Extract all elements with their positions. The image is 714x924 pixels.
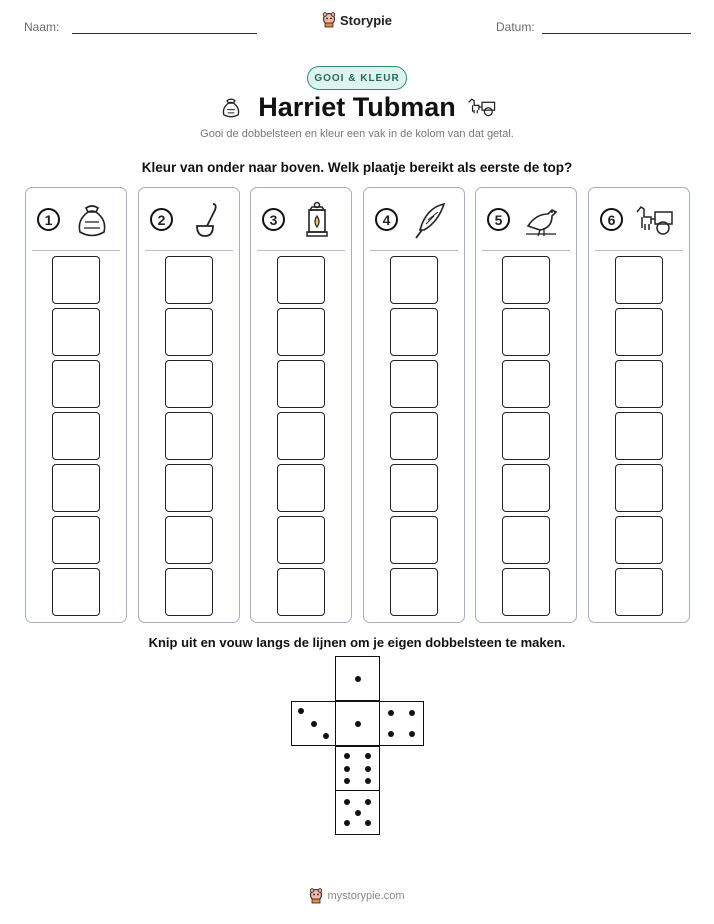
die-face-1 xyxy=(335,656,380,701)
pie-mascot-icon xyxy=(309,888,323,904)
die-face-6 xyxy=(335,746,380,791)
die-instruction: Knip uit en vouw langs de lijnen om je eigen dobbelsteen te maken. xyxy=(148,635,566,650)
die-face-3 xyxy=(291,701,336,746)
die-pip xyxy=(344,820,350,826)
die-pip xyxy=(323,733,329,739)
page-subtitle: Gooi de dobbelsteen en kleur een vak in de kolom van dat getal. xyxy=(200,128,514,140)
die-pip xyxy=(311,721,317,727)
activity-badge: GOOI & KLEUR xyxy=(307,66,407,90)
page-title: Harriet Tubman xyxy=(258,92,456,122)
brand-name: Storypie xyxy=(339,12,392,28)
column-number: 2 xyxy=(150,208,173,231)
die-pip xyxy=(365,799,371,805)
die-pip xyxy=(355,810,361,816)
column-number: 5 xyxy=(487,208,510,231)
coloring-instruction: Kleur van onder naar boven. Welk plaatje bereikt als eerste de top? xyxy=(141,160,573,175)
name-label: Naam: xyxy=(24,20,60,34)
die-pip xyxy=(344,753,350,759)
die-pip xyxy=(409,710,415,716)
die-face-1 xyxy=(335,701,380,746)
die-face-5 xyxy=(335,790,380,835)
die-pip xyxy=(298,708,304,714)
column-number: 1 xyxy=(37,208,60,231)
die-pip xyxy=(365,778,371,784)
die-pip xyxy=(344,766,350,772)
die-pip xyxy=(388,710,394,716)
column-number: 3 xyxy=(262,208,285,231)
die-pip xyxy=(365,753,371,759)
die-pip xyxy=(344,778,350,784)
die-face-4 xyxy=(379,701,424,746)
die-pip xyxy=(388,731,394,737)
die-pip xyxy=(355,721,361,727)
footer-url: mystorypie.com xyxy=(327,890,405,902)
die-pip xyxy=(365,820,371,826)
die-pip xyxy=(344,799,350,805)
column-number: 4 xyxy=(375,208,398,231)
die-pip xyxy=(365,766,371,772)
date-label: Datum: xyxy=(496,20,535,34)
die-pip xyxy=(355,676,361,682)
footer xyxy=(0,888,714,907)
die-pip xyxy=(409,731,415,737)
column-number: 6 xyxy=(600,208,623,231)
